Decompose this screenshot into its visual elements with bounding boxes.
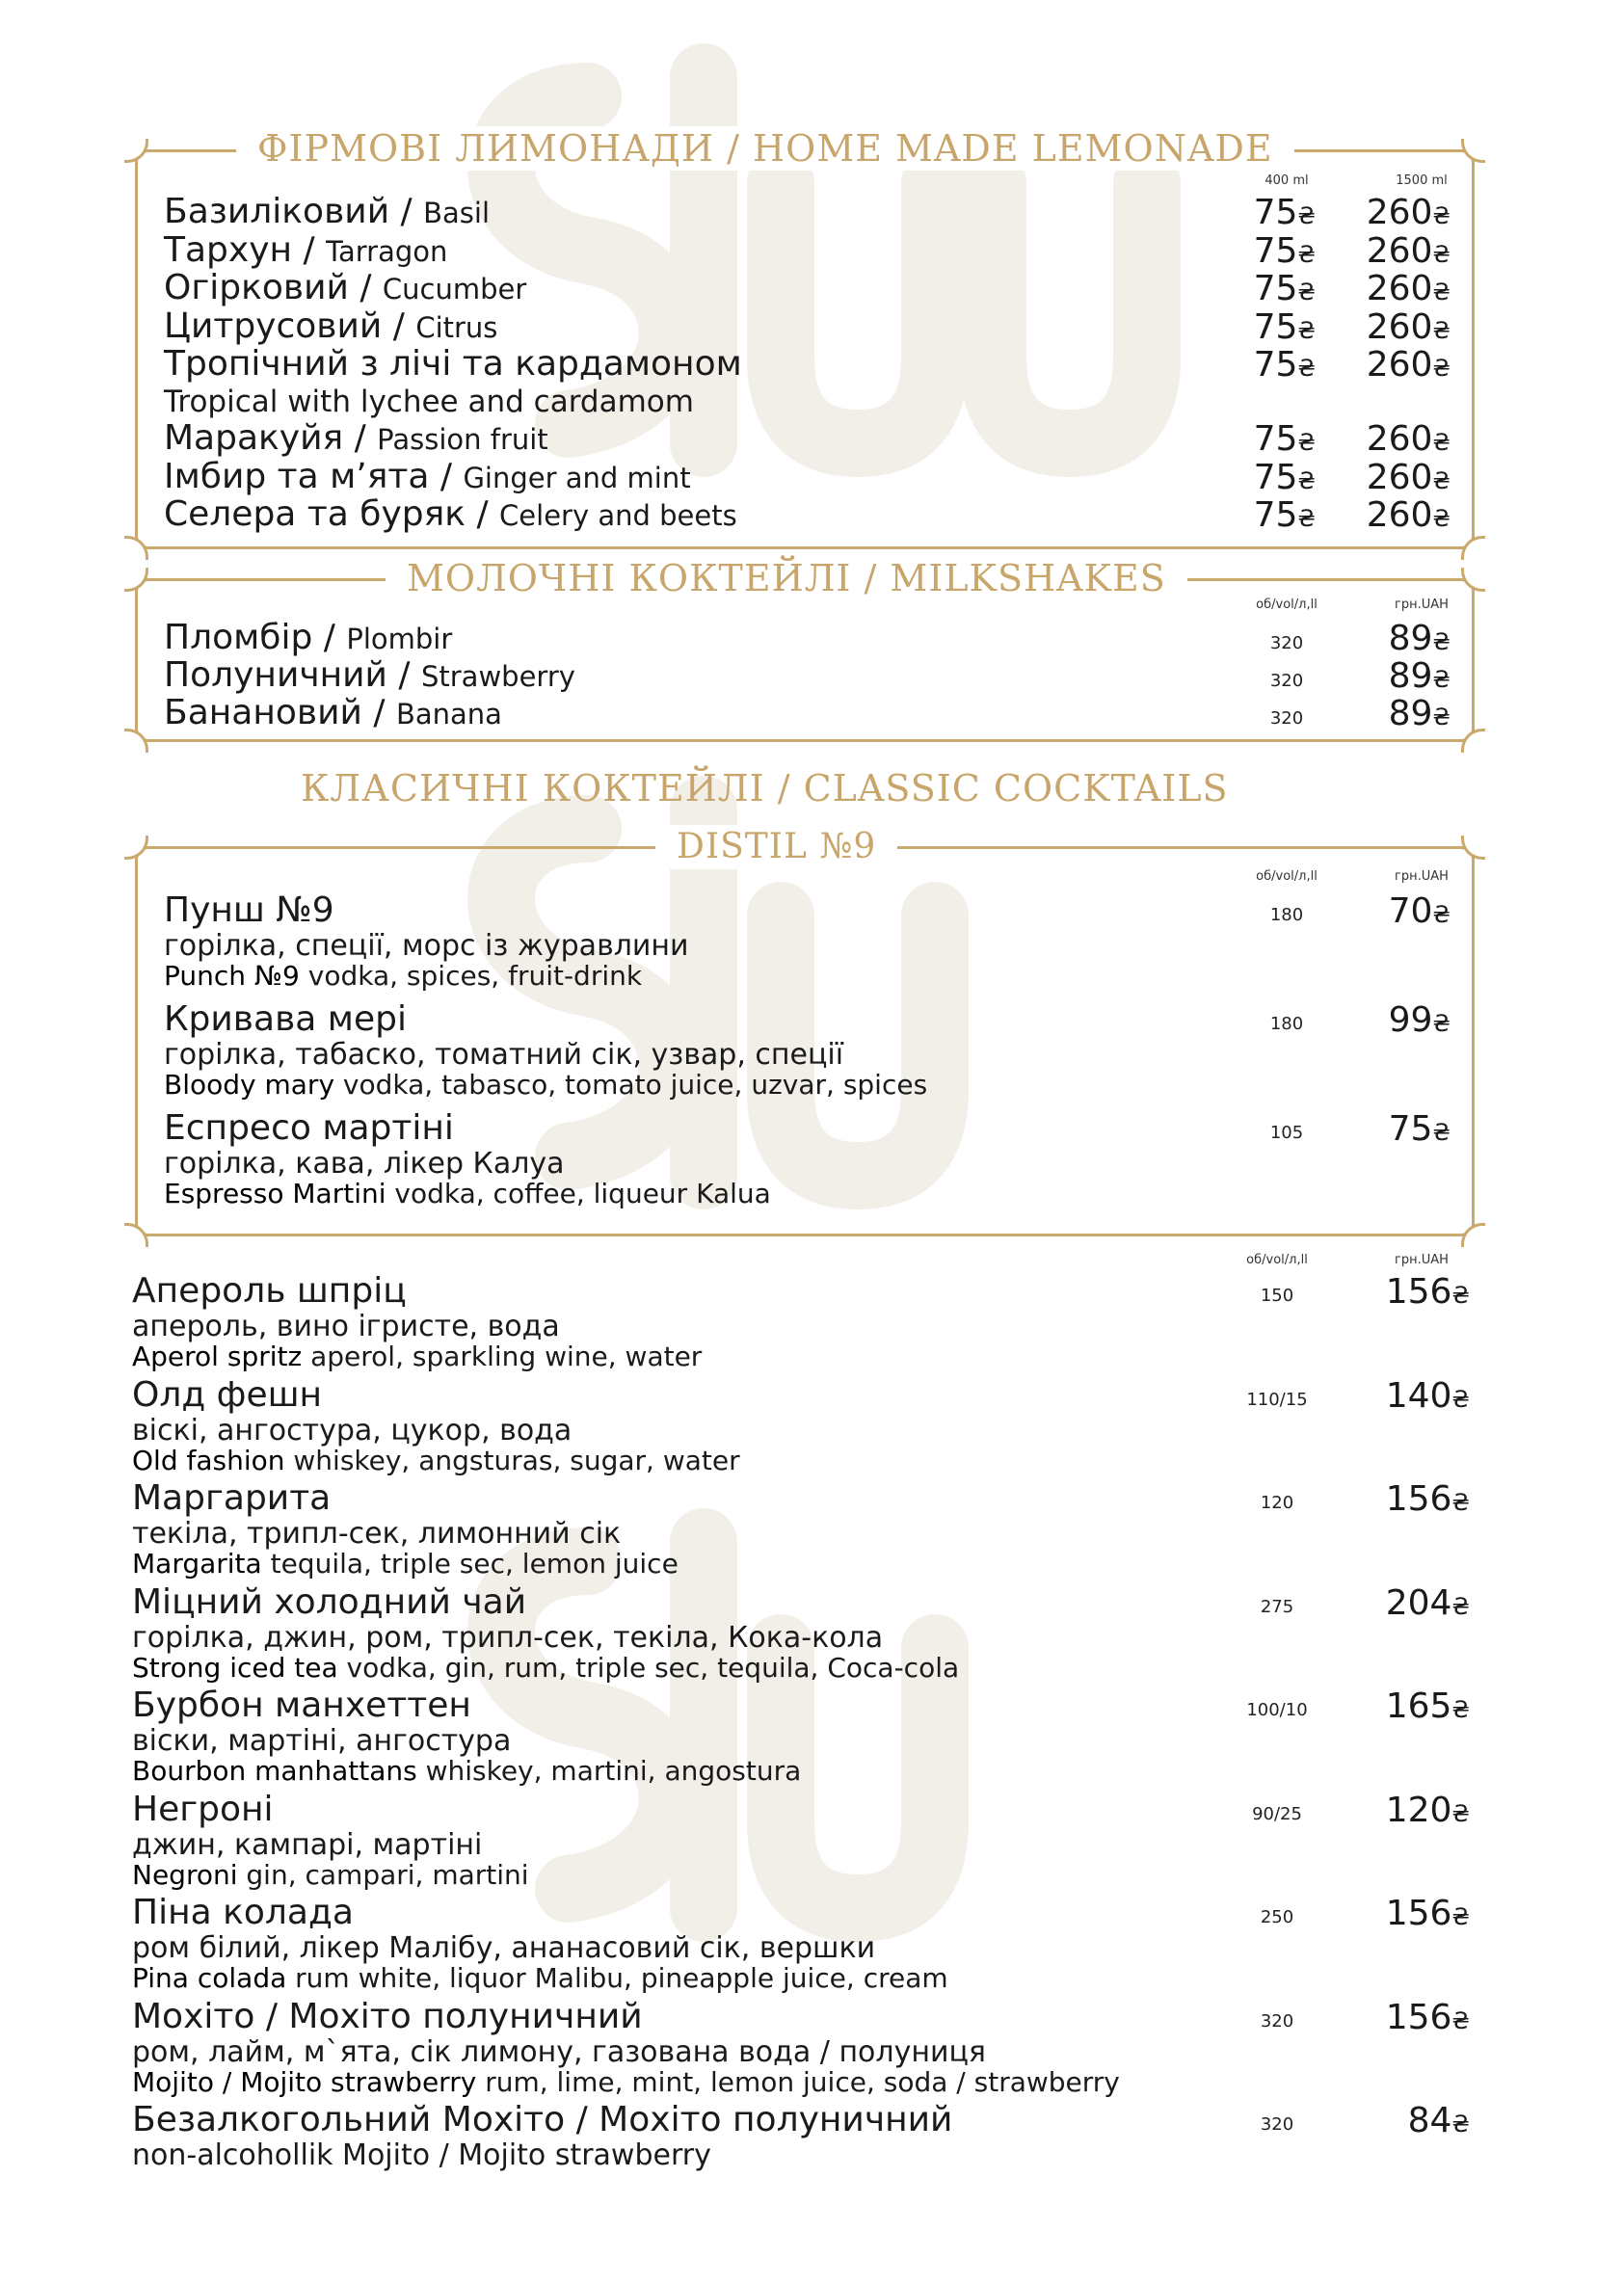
currency-sign: ₴ [1432,240,1451,268]
others-col-vol: об/vol/л,ll [1246,1253,1308,1267]
item-name-ua: Тархун [164,229,293,270]
currency-sign: ₴ [1432,466,1451,494]
price [1335,231,1451,271]
item-name-ua: Маракуйя [164,418,344,458]
currency-sign: ₴ [1432,628,1451,655]
currency-sign: ₴ [1297,279,1316,305]
currency-sign: ₴ [1432,1119,1451,1146]
currency-sign: ₴ [1432,202,1451,229]
item-name-en: Citrus [415,310,498,344]
cocktail-name-en: Bloody mary [164,1069,335,1101]
currency-sign: ₴ [1451,1799,1470,1827]
item-volume: 150 [1260,1286,1294,1306]
price [1354,2101,1470,2140]
item-name-ua: Пломбір [164,618,313,657]
price-value: 89 [1388,656,1433,696]
price-value: 156 [1385,1894,1452,1933]
item-volume: 320 [1260,2010,1294,2032]
item-name-ua: Огірковий [164,268,349,307]
cocktail-name-en: Bourbon manhattans [132,1755,417,1787]
cocktail-name-en: Strong iced tea [132,1651,338,1684]
classic-heading: КЛАСИЧНІ КОКТЕЙЛІ / CLASSIC COCKTAILS [301,767,1229,810]
currency-sign: ₴ [1451,1592,1470,1620]
cocktail-ingredients-ua: віски, мартіні, ангостура [132,1724,512,1758]
cocktail-ingredients-en-text: rum, lime, mint, lemon juice, soda / strawberry [476,2065,1120,2098]
price-value: 260 [1366,495,1433,535]
item-volume: 180 [1269,905,1304,925]
cocktail-ingredients-en-text: rum white, liquor Malibu, pineapple juice, cream [286,1962,948,1994]
cocktail-ingredients-ua: ром білий, лікер Малібу, ананасовий сік, вершки [132,1931,876,1965]
item-volume: 120 [1260,1493,1294,1513]
item-separator: / [389,192,424,231]
cocktail-name-en: Aperol spritz [132,1341,303,1372]
cocktail-ingredients-en-text: whiskey, angsturas, sugar, water [284,1444,740,1476]
price [1335,1109,1451,1149]
price [1335,193,1451,232]
price-value: 84 [1407,2101,1452,2140]
cocktail-ingredients-en [132,1341,702,1372]
price [1335,656,1451,696]
price-value: 75 [1253,457,1298,497]
price-value: 75 [1253,230,1298,271]
price [1335,269,1451,308]
item-name-en: Tarragon [326,234,448,268]
item-separator: / [348,268,383,307]
cocktail-name: Міцний холодний чай [132,1581,527,1622]
price [1354,1998,1470,2037]
cocktail-name: Бурбон манхеттен [132,1686,471,1725]
cocktail-ingredients-en-text: vodka, coffee, liqueur Kalua [386,1178,771,1209]
cocktail-name: Апероль шпріц [132,1271,407,1311]
item-name-ua: Полуничний [164,655,387,695]
cocktail-name: Безалкогольний Мохіто / Мохіто полуничний [132,2100,953,2139]
price [1200,458,1316,497]
price [1335,419,1451,459]
price [1200,193,1316,232]
price [1200,269,1316,308]
price-value: 75 [1253,306,1298,347]
currency-sign: ₴ [1297,355,1316,382]
price [1354,1791,1470,1830]
item-volume: 320 [1269,671,1304,691]
item-separator: / [429,456,464,496]
currency-sign: ₴ [1451,1696,1470,1723]
price-value: 89 [1388,694,1433,733]
price-value: 89 [1388,619,1433,658]
price-value: 260 [1366,230,1433,271]
currency-sign: ₴ [1432,1010,1451,1037]
lemonade-heading: ФІРМОВІ ЛИМОНАДИ / HOME MADE LEMONADE [236,126,1294,171]
item-volume: 320 [1269,708,1304,729]
item-volume: 100/10 [1246,1700,1308,1720]
price [1335,458,1451,497]
item-separator: / [292,229,327,270]
item-name-en: Basil [423,197,490,229]
item-volume: 105 [1269,1123,1304,1143]
price-value: 156 [1385,1272,1452,1312]
lemonade-item [164,307,497,347]
cocktail-name: Мохіто / Мохіто полуничний [132,1996,643,2036]
currency-sign: ₴ [1451,1385,1470,1413]
cocktail-ingredients-ua: горілка, кава, лікер Калуа [164,1147,565,1181]
price [1335,307,1451,347]
lemonade-col-1500: 1500 ml [1396,173,1448,188]
cocktail-ingredients-en-text: tequila, triple sec, lemon juice [261,1548,679,1580]
cocktail-ingredients-ua: текіла, трипл-сек, лимонний сік [132,1517,622,1551]
lemonade-item [164,269,526,308]
price [1200,419,1316,459]
cocktail-ingredients-en [132,1860,529,1891]
currency-sign: ₴ [1451,2111,1470,2138]
price [1335,694,1451,733]
item-volume: 320 [1260,2114,1294,2135]
price [1354,1894,1470,1933]
price-value: 70 [1388,891,1433,931]
price-value: 75 [1253,269,1298,308]
cocktail-ingredients-en-text: gin, campari, martini [237,1858,529,1891]
item-volume: 180 [1269,1014,1304,1034]
item-volume: 250 [1260,1907,1294,1927]
milkshake-item: Пломбір / Plombir [164,618,453,657]
cocktail-ingredients-ua: віскі, ангостура, цукор, вода [132,1413,572,1447]
currency-sign: ₴ [1432,704,1451,730]
item-volume: 320 [1269,633,1304,653]
currency-sign: ₴ [1451,2006,1470,2034]
milkshake-item: Банановий / Banana [164,693,502,732]
cocktail-ingredients-en [132,1653,959,1684]
item-volume: 275 [1260,1596,1294,1617]
price-value: 75 [1388,1109,1433,1149]
milkshake-item: Полуничний / Strawberry [164,655,575,695]
currency-sign: ₴ [1297,505,1316,532]
item-separator: / [343,418,378,458]
cocktail-ingredients-ua: горілка, джин, ром, трипл-сек, текіла, Кока-кола [132,1620,884,1655]
lemonade-item [164,458,691,497]
milkshakes-col-price: грн.UAH [1395,598,1449,612]
item-name-en: Passion fruit [377,423,548,456]
cocktail-name-en: Old fashion [132,1444,285,1476]
milkshakes-heading: МОЛОЧНІ КОКТЕЙЛІ / MILKSHAKES [386,556,1187,600]
price-value: 165 [1385,1686,1452,1726]
currency-sign: ₴ [1432,901,1451,928]
price [1335,1000,1451,1040]
cocktail-name-en: Espresso Martini [164,1178,386,1209]
price-value: 75 [1253,419,1298,459]
price [1335,891,1451,931]
price-value: 260 [1366,269,1433,308]
price-value: 75 [1253,495,1298,535]
cocktail-ingredients-en [164,1179,771,1209]
item-name-ua: Тропічний з лічі та кардамоном [164,344,742,384]
price [1335,345,1451,385]
price [1200,307,1316,347]
cocktail-ingredients-ua: горілка, спеції, морс із журавлини [164,929,689,963]
cocktail-name-en: Pina colada [132,1962,287,1994]
item-volume: 110/15 [1246,1389,1308,1410]
item-separator: / [466,494,500,534]
currency-sign: ₴ [1432,279,1451,305]
lemonade-col-400: 400 ml [1265,173,1309,188]
item-name-ua: Цитрусовий [164,305,383,346]
price-value: 260 [1366,419,1433,459]
currency-sign: ₴ [1297,466,1316,494]
item-name-en: Celery and beets [499,499,737,532]
item-name-ua: Банановий [164,693,362,732]
cocktail-ingredients-ua: апероль, вино ігристе, вода [132,1310,560,1343]
currency-sign: ₴ [1432,429,1451,456]
currency-sign: ₴ [1432,355,1451,382]
item-subtitle: Tropical with lychee and cardamom [164,385,694,419]
cocktail-ingredients-en [164,1070,927,1101]
cocktail-ingredients-en [132,1549,679,1580]
currency-sign: ₴ [1432,666,1451,693]
currency-sign: ₴ [1297,429,1316,456]
price-value: 260 [1366,345,1433,385]
price-value: 99 [1388,1000,1433,1040]
item-name-ua: Базиліковий [164,192,390,231]
classic-subheading: DISTIL №9 [655,825,897,869]
price-value: 75 [1253,193,1298,232]
cocktail-ingredients-ua: non-alcohollik Mojito / Mojito strawberry [132,2138,711,2172]
lemonade-item [164,495,737,535]
others-col-price: грн.UAH [1395,1253,1449,1267]
item-name-en: Strawberry [420,660,575,693]
cocktail-ingredients-ua: горілка, табаско, томатний сік, узвар, спеції [164,1038,844,1072]
cocktail-ingredients-en [132,1963,948,1994]
item-name-en: Ginger and mint [463,461,691,494]
item-name-ua: Імбир та м’ята [164,456,430,496]
currency-sign: ₴ [1432,316,1451,344]
price [1354,1376,1470,1416]
cocktail-name: Олд фешн [132,1374,323,1415]
price [1200,231,1316,271]
item-name-en: Plombir [346,623,453,655]
classic-col-vol: об/vol/л,ll [1256,869,1318,884]
cocktail-name-en: Mojito / Mojito strawberry [132,2065,477,2098]
price-value: 75 [1253,345,1298,385]
price-value: 204 [1385,1582,1452,1623]
price-value: 260 [1366,457,1433,497]
price [1354,1686,1470,1726]
currency-sign: ₴ [1451,1903,1470,1930]
cocktail-name: Негроні [132,1789,274,1829]
cocktail-name: Маргарита [132,1478,332,1518]
cocktail-name: Еспресо мартіні [164,1108,454,1148]
item-name-en: Cucumber [382,273,527,305]
currency-sign: ₴ [1297,240,1316,268]
cocktail-ingredients-ua: ром, лайм, м`ята, сік лимону, газована вода / полуниця [132,2034,986,2069]
price-value: 260 [1366,306,1433,347]
price [1200,495,1316,535]
item-volume: 90/25 [1252,1803,1302,1824]
price-value: 140 [1385,1375,1452,1416]
lemonade-item [164,231,447,271]
cocktail-ingredients-en-text: whiskey, martini, angostura [416,1755,802,1787]
cocktail-ingredients-en [132,2067,1120,2098]
price [1200,345,1316,385]
price-value: 260 [1366,193,1433,232]
cocktail-ingredients-en [132,1756,801,1787]
milkshakes-col-vol: об/vol/л,ll [1256,598,1318,612]
price [1335,619,1451,658]
currency-sign: ₴ [1297,316,1316,344]
cocktail-name-en: Punch №9 [164,960,300,992]
currency-sign: ₴ [1297,202,1316,229]
currency-sign: ₴ [1451,1282,1470,1309]
cocktail-ingredients-en-text: aperol, sparkling wine, water [302,1341,703,1372]
cocktail-ingredients-en-text: vodka, spices, fruit-drink [299,960,643,992]
classic-col-price: грн.UAH [1395,869,1449,884]
lemonade-item [164,193,490,232]
price [1354,1583,1470,1623]
cocktail-ingredients-en-text: vodka, gin, rum, triple sec, tequila, Coca-cola [337,1651,960,1684]
price-value: 156 [1385,1479,1452,1519]
cocktail-name: Піна колада [132,1893,354,1932]
cocktail-name-en: Negroni [132,1858,238,1891]
price-value: 156 [1385,1997,1452,2037]
item-separator: / [382,305,416,346]
lemonade-item [164,345,742,385]
price-value: 120 [1385,1790,1452,1830]
currency-sign: ₴ [1432,505,1451,532]
item-name-en: Banana [395,698,502,730]
cocktail-ingredients-en [132,1446,740,1476]
cocktail-name-en: Margarita [132,1548,262,1580]
lemonade-item [164,419,548,459]
cocktail-ingredients-en [164,961,642,992]
cocktail-ingredients-ua: джин, кампарі, мартіні [132,1827,483,1862]
cocktail-name: Кривава мері [164,999,407,1039]
price [1354,1272,1470,1312]
currency-sign: ₴ [1451,1489,1470,1516]
cocktail-ingredients-en-text: vodka, tabasco, tomato juice, uzvar, spices [334,1069,928,1101]
price [1335,495,1451,535]
price [1354,1479,1470,1519]
cocktail-name: Пунш №9 [164,890,334,930]
item-name-ua: Селера та буряк [164,494,466,534]
